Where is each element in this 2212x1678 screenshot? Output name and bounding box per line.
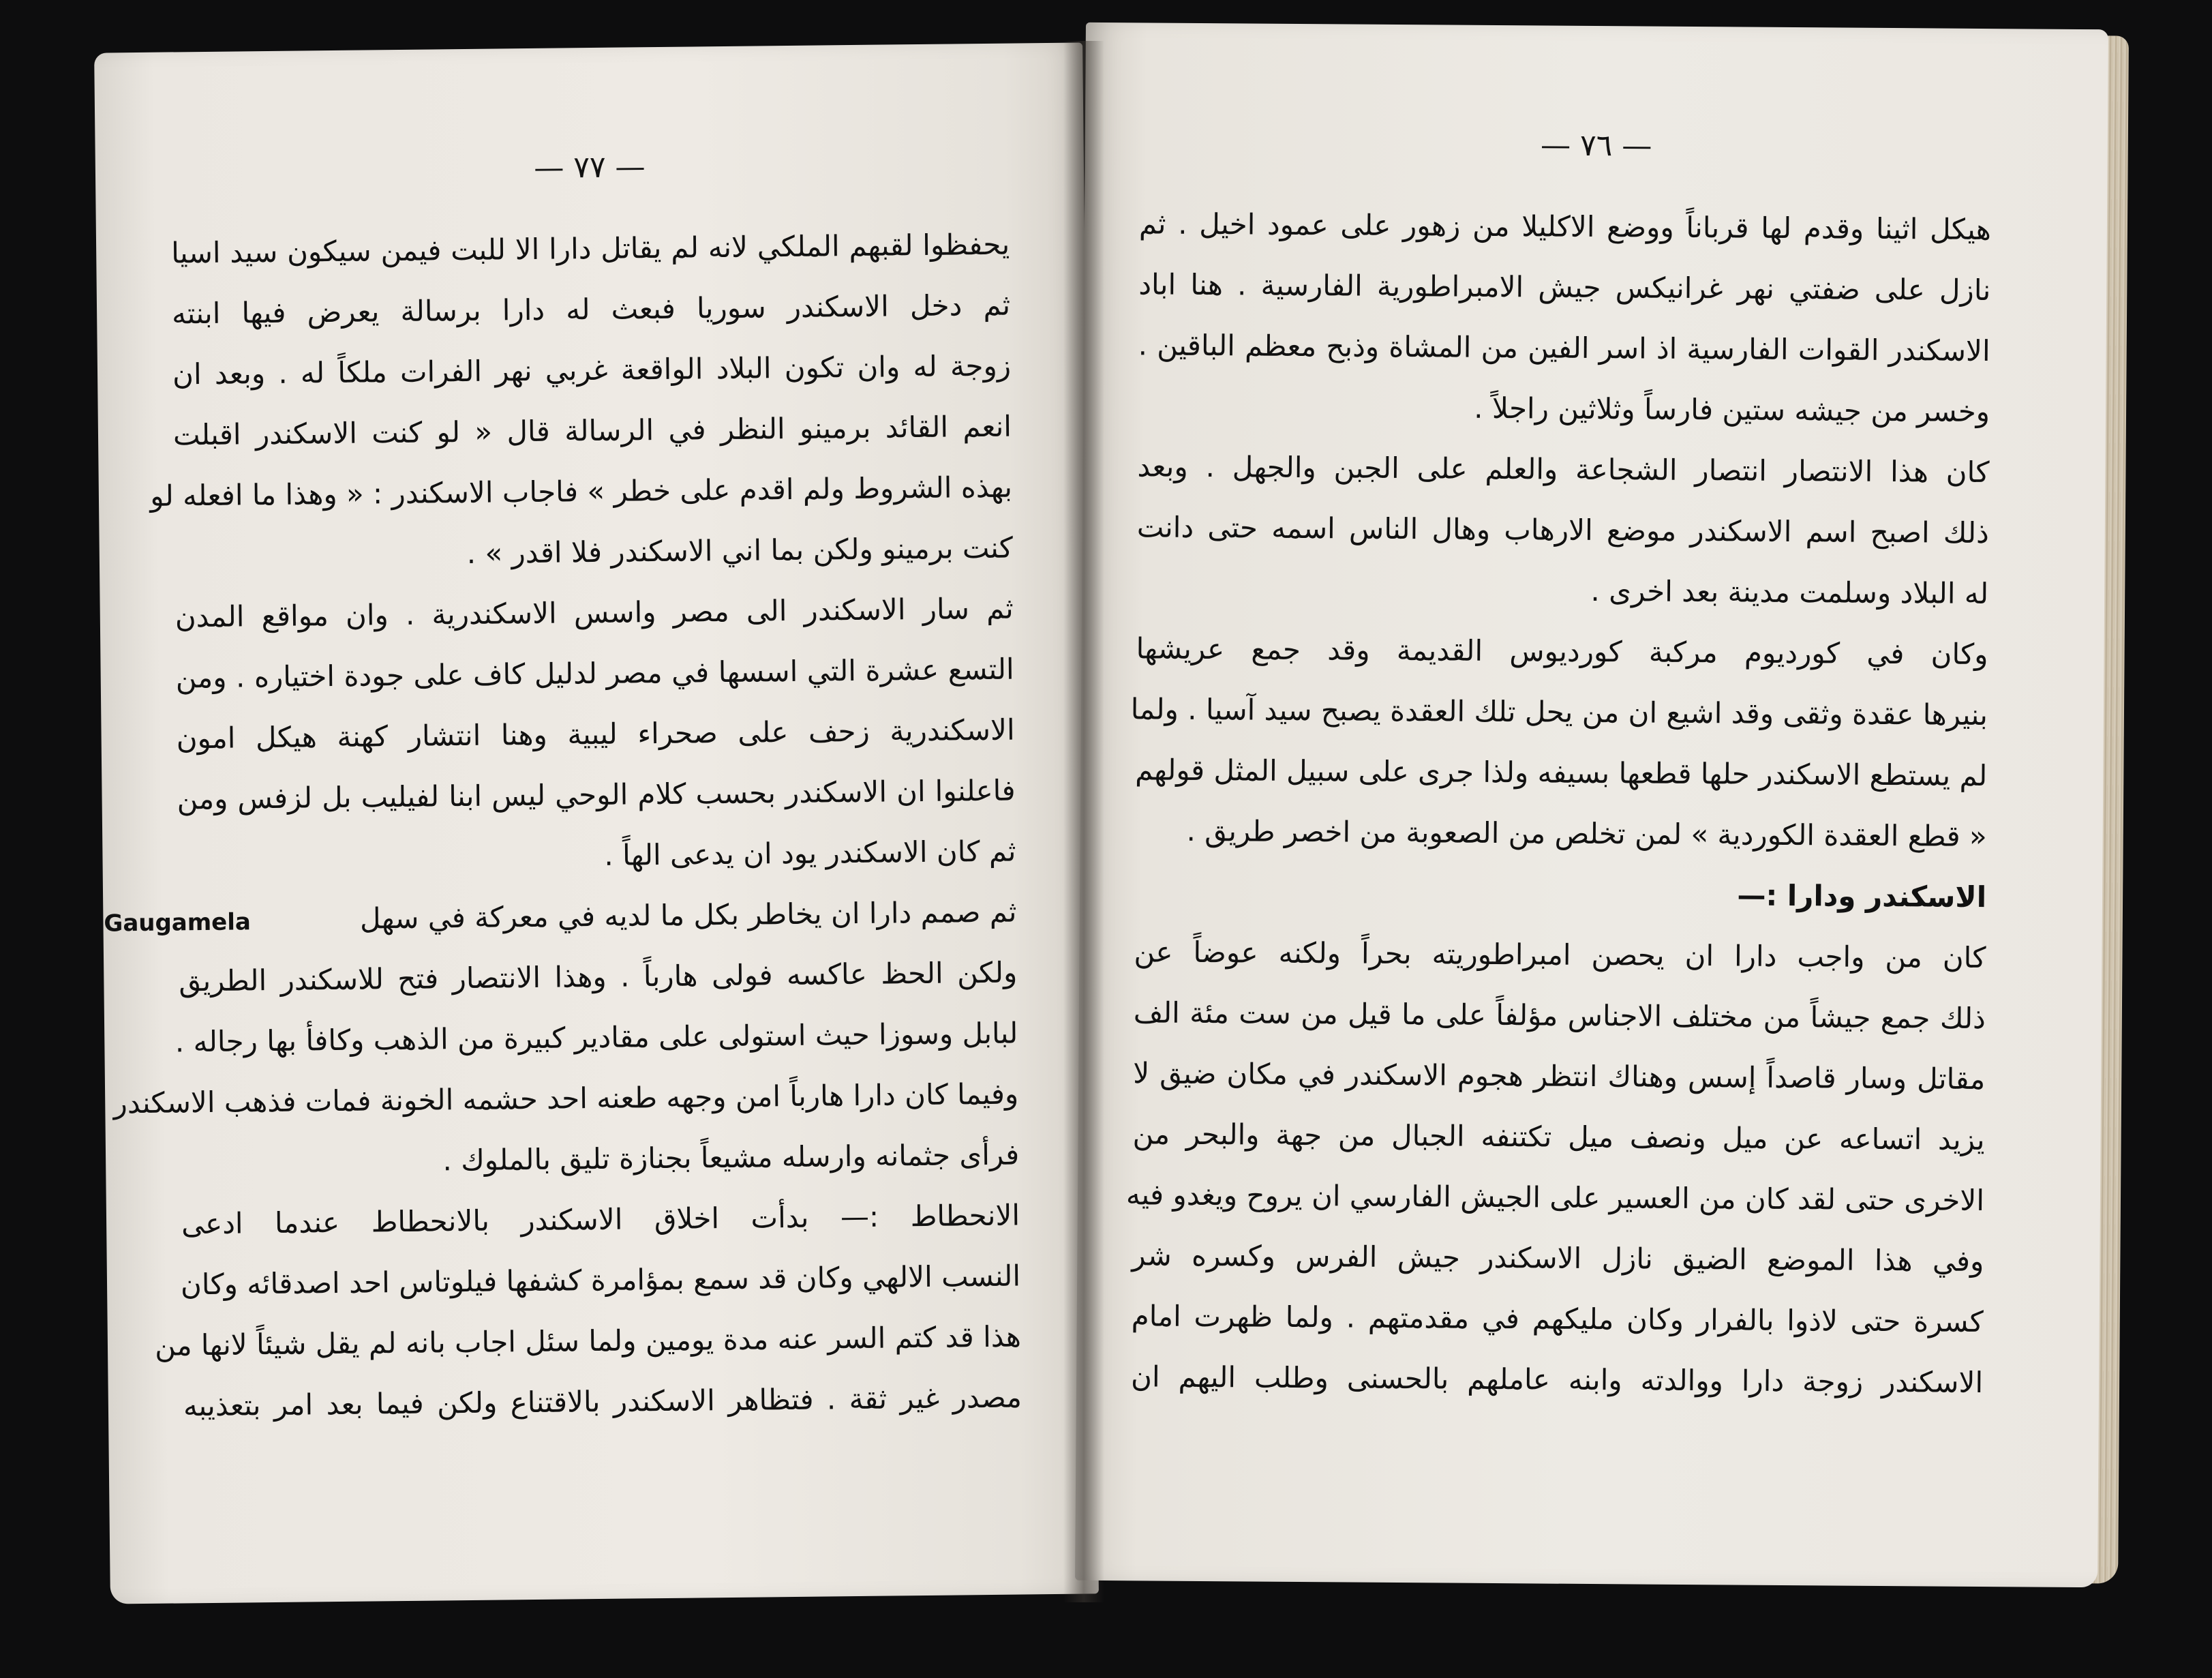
left-page-number: — ٧٧ —: [534, 149, 646, 185]
text-line: يحفظوا لقبهم الملكي لانه لم يقاتل دارا الا للبت فيمن سيكون سيد اسيا: [170, 227, 1010, 270]
text-line: انعم القائد برمينو النظر في الرسالة قال « لو كنت الاسكندر اقبلت: [172, 409, 1012, 452]
text-line: مصدر غير ثقة . فتظاهر الاسكندر بالاقتناع ولكن فيما بعد امر بتعذيبه: [183, 1380, 1022, 1423]
text-line: مقاتل وسار قاصداً إسس وهناك انتظر هجوم الاسكندر في مكان ضيق لا: [1133, 1056, 1986, 1096]
text-line: الاخرى حتى لقد كان من العسير على الجيش الفارسي ان يروح ويغدو فيه: [1125, 1178, 1985, 1218]
text-line: ثم سار الاسكندر الى مصر واسس الاسكندرية . وان مواقع المدن: [175, 591, 1014, 634]
text-line: كنت برمينو ولكن بما اني الاسكندر فلا اقدر » .: [466, 530, 1014, 570]
text-line: ذلك اصبح اسم الاسكندر موضع الارهاب وهال الناس اسمه حتى دانت: [1136, 510, 1989, 550]
text-line: وكان في كورديوم مركبة كورديوس القديمة وقد جمع عريشها: [1136, 631, 1988, 672]
text-line: بهذه الشروط ولم اقدم على خطر » فاجاب الاسكندر : « وهذا ما افعله لو: [149, 470, 1013, 513]
text-line: فرأى جثمانه وارسله مشيعاً بجنازة تليق بالملوك .: [442, 1137, 1020, 1178]
text-line: ثم دخل الاسكندر سوريا فبعث له دارا برسالة يعرض فيها ابنته: [171, 288, 1011, 331]
text-line: فاعلنوا ان الاسكندر بحسب كلام الوحي ليس ابنا لفيليب بل لزفس ومن: [177, 773, 1016, 816]
left-page: [94, 42, 1099, 1604]
text-line: النسب الالهي وكان قد سمع بمؤامرة كشفها فيلوتاس احد اصدقائه وكان: [180, 1259, 1021, 1302]
right-page-number: — ٧٦ —: [1540, 128, 1652, 164]
text-line: لم يستطع الاسكندر حلها قطعها بسيفه ولذا جرى على سبيل المثل قولهم: [1135, 753, 1988, 793]
left-page-text: [104, 214, 1022, 1437]
text-line: هيكل اثينا وقدم لها قرباناً ووضع الاكليلا من زهور على عمود اخيل . ثم: [1138, 207, 1992, 247]
text-line: ذلك جمع جيشاً من مختلف الاجناس مؤلفاً على ما قيل من ست مئة الف: [1133, 995, 1986, 1036]
text-line: ثم كان الاسكندر يود ان يدعى الهاً .: [604, 834, 1016, 872]
text-line: بنيرها عقدة وثقى وقد اشيع ان من يحل تلك العقدة يصبح سيد آسيا . ولما: [1130, 692, 1988, 732]
text-line: وفي هذا الموضع الضيق نازل الاسكندر جيش الفرس وكسره شر: [1132, 1238, 1984, 1278]
text-line: الاسكندرية زحف على صحراء ليبية وهنا انتشار كهنة هيكل امون: [176, 713, 1015, 755]
latin-word-gaugamela: Gaugamela: [104, 908, 252, 938]
text-line: هذا قد كتم السر عنه مدة يومين ولما سئل اجاب بانه لم يقل شيئاً لانها من: [154, 1319, 1022, 1362]
text-line: الاسكندر القوات الفارسية اذ اسر الفين من المشاة وذبح معظم الباقين .: [1138, 328, 1990, 368]
text-line: الاسكندر زوجة دارا ووالدته وابنه عاملهم بالحسنى وطلب اليهم ان: [1130, 1360, 1984, 1400]
text-line: وخسر من جيشه ستين فارساً وثلاثين راجلاً .: [1474, 391, 1990, 429]
text-line: وفيما كان دارا هارباً امن وجهه طعنه احد حشمه الخونة فمات فذهب الاسكندر: [113, 1077, 1019, 1120]
text-line: له البلاد وسلمت مدينة بعد اخرى .: [1590, 573, 1989, 611]
text-line-with-latin: [104, 882, 1017, 951]
text-line: نازل على ضفتي نهر غرانيكس جيش الامبراطورية الفارسية . هنا اباد: [1138, 267, 1991, 308]
text-line: كسرة حتى لاذوا بالفرار وكان مليكهم في مقدمتهم . ولما ظهرت امام: [1131, 1299, 1984, 1339]
text-line: كان هذا الانتصار انتصار الشجاعة والعلم على الجبن والجهل . وبعد: [1137, 449, 1990, 490]
text-line: لبابل وسوزا حيث استولى على مقادير كبيرة من الذهب وكافأ بها رجاله .: [175, 1016, 1018, 1059]
text-line: الانحطاط :— بدأت اخلاق الاسكندر بالانحطاط عندما ادعى: [181, 1198, 1020, 1241]
text-line: ثم صمم دارا ان يخاطر بكل ما لديه في معركة في سهل: [359, 895, 1017, 935]
section-heading: الاسكندر ودارا :—: [1737, 878, 1987, 914]
text-line: التسع عشرة التي اسسها في مصر لدليل كاف على جودة اختياره . ومن: [175, 652, 1014, 695]
text-line: ولكن الحظ عاكسه فولى هارباً . وهذا الانتصار فتح للاسكندر الطريق: [179, 955, 1018, 998]
text-line: زوجة له وان تكون البلاد الواقعة غربي نهر الفرات ملكاً له . وبعد ان: [172, 348, 1012, 391]
right-page-text: [1125, 193, 1992, 1413]
text-line: كان من واجب دارا ان يحصن امبراطوريته بحراً ولكنه عوضاً عن: [1134, 935, 1986, 975]
text-line: « قطع العقدة الكوردية » لمن تخلص من الصعوبة من اخصر طريق .: [1186, 813, 1987, 854]
right-page: [1075, 23, 2108, 1587]
text-line: يزيد اتساعه عن ميل ونصف ميل تكتنفه الجبال من جهة والبحر من: [1132, 1117, 1985, 1157]
book-gutter: [1063, 41, 1104, 1602]
